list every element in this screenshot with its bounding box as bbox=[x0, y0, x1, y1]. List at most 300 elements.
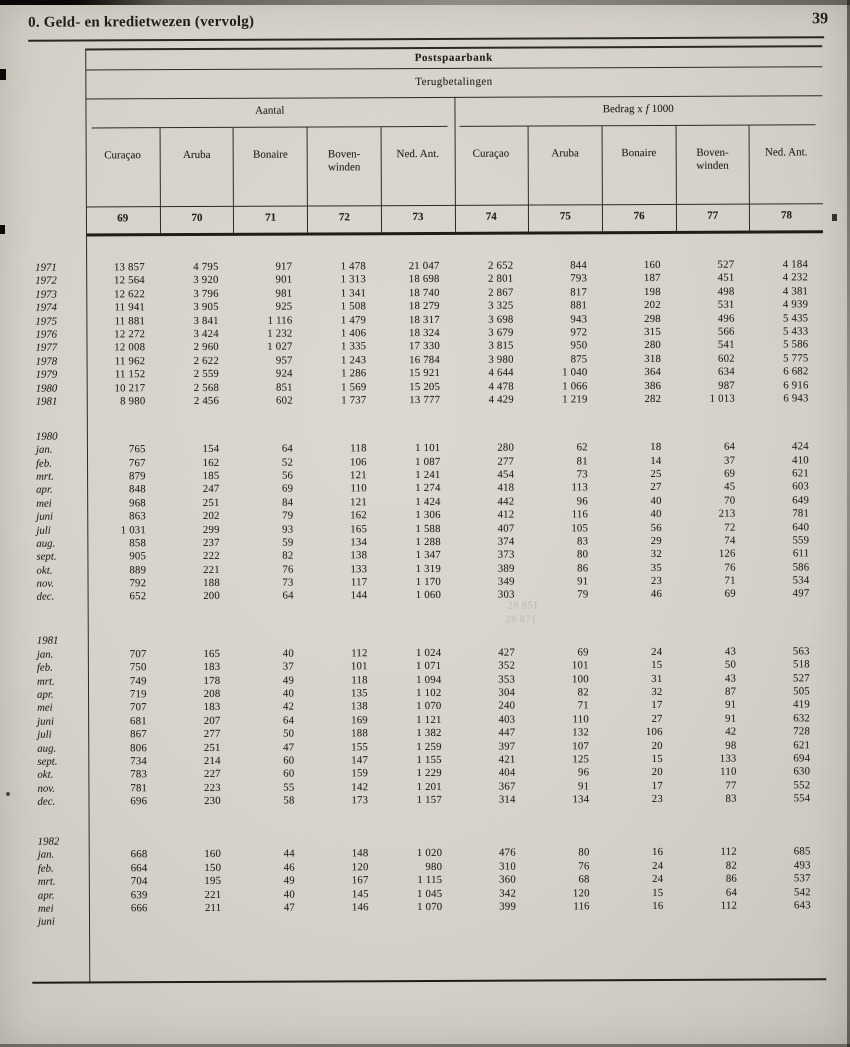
value-cell: 1 060 bbox=[415, 589, 442, 602]
value-cell: 844 bbox=[570, 259, 587, 272]
value-cell: 2 801 bbox=[488, 273, 514, 286]
value-cell: 1 232 bbox=[267, 327, 293, 340]
value-cell: 169 bbox=[351, 713, 368, 727]
value-cell: 563 bbox=[792, 645, 810, 658]
value-cell: 875 bbox=[570, 353, 588, 366]
value-cell: 924 bbox=[275, 367, 293, 380]
value-cell: 4 939 bbox=[782, 298, 809, 311]
value-cell: 18 bbox=[650, 441, 662, 454]
value-cell: 304 bbox=[498, 686, 516, 699]
value-cell: 16 784 bbox=[409, 353, 441, 366]
value-cell: 24 bbox=[651, 645, 663, 658]
value-cell: 23 bbox=[651, 793, 664, 806]
value-cell: 867 bbox=[130, 728, 147, 741]
table-row bbox=[32, 913, 826, 930]
value-cell: 694 bbox=[793, 752, 811, 765]
row-label: 1981 bbox=[35, 395, 58, 408]
value-cell: 447 bbox=[498, 726, 516, 739]
value-cell: 3 980 bbox=[488, 353, 514, 366]
value-cell: 1 066 bbox=[562, 379, 588, 392]
value-cell: 2 559 bbox=[193, 368, 220, 381]
value-cell: 160 bbox=[643, 258, 661, 272]
value-cell: 13 857 bbox=[113, 261, 145, 274]
value-cell: 792 bbox=[129, 577, 147, 590]
group-header-bedrag-post: 1000 bbox=[651, 102, 674, 116]
column-number: 73 bbox=[381, 205, 455, 232]
value-cell: 185 bbox=[202, 469, 220, 482]
value-cell: 58 bbox=[283, 794, 295, 807]
value-cell: 537 bbox=[793, 872, 811, 885]
value-cell: 247 bbox=[202, 483, 220, 496]
year-label: 1982 bbox=[37, 835, 60, 848]
value-cell: 364 bbox=[644, 366, 662, 379]
value-cell: 154 bbox=[202, 443, 220, 456]
value-cell: 112 bbox=[720, 845, 737, 859]
value-cell: 1 478 bbox=[340, 260, 366, 273]
value-cell: 1 588 bbox=[415, 522, 441, 535]
value-cell: 73 bbox=[576, 468, 588, 481]
value-cell: 138 bbox=[350, 549, 368, 562]
value-cell: 59 bbox=[282, 536, 294, 549]
value-cell: 1 155 bbox=[416, 753, 442, 766]
value-cell: 178 bbox=[203, 674, 221, 687]
table-row bbox=[30, 392, 824, 409]
value-cell: 150 bbox=[204, 861, 222, 874]
value-cell: 1 424 bbox=[415, 495, 441, 508]
value-cell: 298 bbox=[644, 312, 661, 325]
value-cell: 386 bbox=[644, 379, 662, 392]
value-cell: 112 bbox=[351, 647, 368, 660]
value-cell: 76 bbox=[724, 561, 736, 574]
value-cell: 1 569 bbox=[341, 380, 367, 393]
table-section bbox=[30, 427, 825, 605]
column-number: 70 bbox=[160, 206, 234, 233]
value-cell: 91 bbox=[578, 779, 590, 793]
value-cell bbox=[605, 913, 679, 927]
scan-edge-top bbox=[0, 0, 850, 5]
value-cell: 1 306 bbox=[415, 509, 441, 522]
column-header: Aruba bbox=[159, 128, 233, 206]
value-cell: 303 bbox=[497, 589, 515, 602]
value-cell: 1 335 bbox=[340, 340, 367, 353]
value-cell: 208 bbox=[203, 687, 221, 700]
value-cell: 360 bbox=[499, 873, 516, 886]
row-label: jan. bbox=[37, 848, 55, 862]
value-cell: 518 bbox=[792, 658, 810, 671]
value-cell: 367 bbox=[498, 780, 516, 793]
value-cell: 87 bbox=[724, 685, 737, 698]
value-cell: 496 bbox=[717, 312, 735, 325]
value-cell: 634 bbox=[717, 365, 735, 378]
value-cell: 1 319 bbox=[415, 562, 441, 575]
value-cell: 957 bbox=[275, 354, 293, 367]
value-cell: 21 047 bbox=[408, 259, 440, 273]
value-cell: 1 040 bbox=[562, 366, 588, 379]
value-cell: 11 941 bbox=[114, 301, 146, 314]
value-cell: 162 bbox=[202, 456, 220, 469]
column-number: 76 bbox=[602, 204, 676, 231]
row-label: 1975 bbox=[35, 315, 58, 328]
value-cell: 40 bbox=[283, 888, 295, 901]
value-cell: 527 bbox=[717, 258, 735, 271]
value-cell: 1 243 bbox=[340, 353, 367, 367]
value-cell: 750 bbox=[129, 661, 147, 674]
value-cell: 781 bbox=[792, 507, 810, 520]
bleedthrough-text: 28 871 bbox=[505, 614, 537, 626]
table-section bbox=[32, 832, 826, 929]
value-cell: 1 071 bbox=[416, 660, 442, 673]
value-cell: 783 bbox=[130, 768, 148, 781]
value-cell: 91 bbox=[725, 698, 737, 712]
value-cell: 18 740 bbox=[408, 286, 440, 299]
value-cell: 621 bbox=[793, 738, 811, 751]
value-cell bbox=[678, 913, 752, 927]
value-cell bbox=[384, 914, 458, 928]
value-cell: 2 456 bbox=[193, 394, 220, 407]
value-cell: 299 bbox=[202, 523, 220, 536]
value-cell: 719 bbox=[129, 688, 147, 701]
value-cell: 280 bbox=[497, 441, 515, 454]
value-cell: 183 bbox=[203, 661, 221, 674]
value-cell: 101 bbox=[350, 660, 368, 673]
table-subtitle: Terugbetalingen bbox=[415, 75, 493, 89]
value-cell: 46 bbox=[283, 861, 295, 874]
value-cell: 11 881 bbox=[114, 314, 146, 327]
value-cell: 138 bbox=[351, 700, 368, 713]
value-cell: 566 bbox=[717, 325, 735, 338]
value-cell: 64 bbox=[725, 886, 738, 899]
value-cell: 14 bbox=[650, 454, 662, 467]
value-cell: 69 bbox=[724, 588, 736, 601]
column-number: 78 bbox=[749, 203, 823, 230]
value-cell: 685 bbox=[793, 845, 811, 858]
value-cell: 767 bbox=[128, 456, 146, 469]
page-title: 0. Geld- en kredietwezen (vervolg) bbox=[28, 13, 255, 31]
value-cell: 427 bbox=[498, 646, 515, 659]
value-cell: 4 429 bbox=[488, 393, 514, 406]
value-cell: 72 bbox=[724, 521, 736, 534]
value-cell: 1 101 bbox=[415, 442, 441, 455]
value-cell: 142 bbox=[351, 780, 369, 794]
value-cell: 314 bbox=[498, 793, 516, 806]
value-cell: 1 406 bbox=[340, 327, 367, 340]
value-cell: 160 bbox=[204, 848, 222, 861]
value-cell: 1 170 bbox=[415, 576, 442, 589]
scan-mark bbox=[0, 69, 6, 80]
row-label: jan. bbox=[36, 648, 54, 661]
row-label: apr. bbox=[37, 889, 55, 902]
value-cell: 40 bbox=[282, 687, 295, 700]
value-cell: 29 bbox=[650, 534, 662, 547]
value-cell: 389 bbox=[497, 562, 515, 575]
value-cell: 421 bbox=[498, 753, 516, 766]
value-cell: 106 bbox=[645, 726, 663, 739]
column-header: Boven- winden bbox=[307, 127, 381, 205]
value-cell: 1 508 bbox=[340, 300, 367, 313]
table-row bbox=[31, 588, 825, 605]
table-body bbox=[29, 232, 826, 929]
row-label: mei bbox=[37, 902, 54, 915]
value-cell: 419 bbox=[793, 698, 810, 711]
value-cell: 3 698 bbox=[488, 313, 514, 326]
row-label: 1972 bbox=[35, 274, 57, 288]
value-cell: 943 bbox=[570, 312, 588, 325]
florin-symbol: f bbox=[645, 103, 649, 116]
value-cell: 280 bbox=[644, 339, 662, 352]
value-cell: 82 bbox=[282, 549, 294, 562]
value-cell: 144 bbox=[350, 589, 368, 602]
value-cell: 352 bbox=[498, 659, 516, 672]
value-cell: 15 bbox=[651, 752, 663, 765]
value-cell: 44 bbox=[283, 847, 295, 860]
value-cell: 397 bbox=[498, 740, 516, 753]
value-cell: 1 157 bbox=[416, 793, 442, 807]
value-cell: 602 bbox=[275, 394, 293, 407]
value-cell: 399 bbox=[499, 900, 517, 913]
value-cell: 120 bbox=[351, 860, 369, 874]
year-label: 1981 bbox=[36, 634, 59, 648]
value-cell: 18 279 bbox=[408, 300, 440, 313]
value-cell: 135 bbox=[350, 687, 368, 700]
value-cell: 116 bbox=[571, 508, 589, 521]
row-label: mei bbox=[37, 701, 53, 715]
value-cell: 17 bbox=[651, 699, 663, 712]
value-cell: 96 bbox=[577, 766, 590, 779]
value-cell: 707 bbox=[129, 701, 147, 714]
value-cell: 40 bbox=[650, 494, 662, 507]
value-cell: 1 121 bbox=[416, 713, 442, 726]
table-section bbox=[31, 632, 826, 810]
value-cell: 221 bbox=[204, 888, 222, 901]
value-cell: 8 980 bbox=[120, 395, 146, 408]
value-cell: 106 bbox=[349, 455, 367, 468]
value-cell: 972 bbox=[570, 326, 588, 339]
value-cell: 2 622 bbox=[193, 354, 219, 367]
value-cell: 117 bbox=[350, 576, 368, 589]
value-cell: 167 bbox=[351, 874, 369, 887]
value-cell: 4 644 bbox=[488, 366, 514, 379]
value-cell: 45 bbox=[724, 481, 736, 494]
value-cell: 17 330 bbox=[409, 340, 440, 353]
value-cell: 602 bbox=[717, 352, 735, 365]
value-cell: 133 bbox=[350, 562, 368, 576]
column-number: 77 bbox=[675, 204, 749, 231]
row-label: mrt. bbox=[37, 875, 56, 888]
row-label: 1973 bbox=[35, 288, 57, 301]
column-header: Curaçao bbox=[472, 147, 510, 160]
value-cell: 82 bbox=[725, 859, 737, 872]
value-cell: 120 bbox=[572, 886, 590, 899]
value-cell: 1 070 bbox=[416, 700, 442, 713]
value-cell: 765 bbox=[128, 443, 146, 456]
value-cell: 879 bbox=[128, 470, 146, 483]
value-cell: 649 bbox=[792, 494, 810, 507]
value-cell: 349 bbox=[497, 575, 515, 588]
column-header: Curaçao bbox=[104, 149, 141, 162]
value-cell: 3 905 bbox=[193, 301, 219, 314]
value-cell: 728 bbox=[793, 725, 811, 738]
value-cell: 159 bbox=[351, 767, 369, 780]
row-label: 1977 bbox=[35, 341, 58, 355]
value-cell: 221 bbox=[203, 563, 220, 576]
value-cell: 56 bbox=[650, 521, 662, 534]
value-cell: 1 259 bbox=[416, 740, 442, 753]
value-cell: 20 bbox=[651, 739, 663, 752]
value-cell: 374 bbox=[497, 535, 515, 548]
row-label: mrt. bbox=[36, 470, 54, 483]
row-label: 1976 bbox=[35, 328, 58, 341]
value-cell: 17 bbox=[651, 779, 663, 792]
row-label: dec. bbox=[36, 591, 55, 604]
value-cell: 60 bbox=[283, 767, 295, 780]
value-cell: 404 bbox=[498, 766, 516, 779]
value-cell: 11 962 bbox=[114, 354, 146, 368]
value-cell: 31 bbox=[651, 672, 663, 685]
value-cell: 817 bbox=[570, 286, 588, 299]
value-cell: 76 bbox=[282, 563, 294, 576]
value-cell: 668 bbox=[130, 848, 148, 861]
value-cell: 69 bbox=[724, 467, 736, 480]
page-number: 39 bbox=[812, 10, 829, 28]
value-cell: 1 116 bbox=[267, 314, 293, 327]
value-cell: 11 152 bbox=[114, 368, 146, 381]
value-cell: 100 bbox=[571, 672, 589, 685]
value-cell: 666 bbox=[130, 902, 148, 915]
value-cell: 12 272 bbox=[114, 328, 146, 341]
value-cell: 202 bbox=[644, 299, 661, 312]
value-cell: 552 bbox=[793, 778, 811, 792]
value-cell: 12 008 bbox=[114, 341, 146, 354]
value-cell: 47 bbox=[283, 901, 296, 914]
value-cell: 49 bbox=[282, 674, 295, 687]
value-cell: 981 bbox=[275, 287, 293, 300]
value-cell: 52 bbox=[281, 456, 294, 469]
value-cell: 621 bbox=[792, 467, 809, 480]
value-cell bbox=[752, 913, 826, 927]
value-cell: 91 bbox=[725, 712, 737, 725]
column-number: 71 bbox=[233, 206, 307, 233]
table-rule-top bbox=[85, 45, 822, 50]
value-cell: 498 bbox=[717, 285, 735, 298]
value-cell: 15 205 bbox=[409, 380, 441, 393]
value-cell: 27 bbox=[650, 481, 662, 494]
value-cell: 1 013 bbox=[709, 392, 735, 405]
value-cell: 282 bbox=[644, 392, 662, 405]
table-rule bbox=[85, 66, 822, 70]
value-cell: 318 bbox=[644, 352, 662, 365]
value-cell: 223 bbox=[203, 781, 221, 794]
value-cell: 237 bbox=[202, 536, 220, 549]
value-cell: 23 bbox=[650, 575, 663, 588]
value-cell: 68 bbox=[578, 873, 590, 886]
value-cell: 2 652 bbox=[487, 259, 514, 272]
value-cell: 12 564 bbox=[113, 274, 145, 287]
value-cell: 15 bbox=[652, 886, 664, 899]
value-cell: 640 bbox=[792, 520, 810, 533]
value-cell: 410 bbox=[792, 453, 809, 466]
value-cell: 315 bbox=[644, 325, 661, 338]
value-cell: 91 bbox=[577, 575, 589, 588]
row-label: sept. bbox=[36, 550, 57, 564]
value-cell: 917 bbox=[275, 260, 293, 273]
row-label: feb. bbox=[35, 457, 52, 470]
row-label: 1978 bbox=[35, 355, 58, 368]
row-label: aug. bbox=[36, 537, 56, 550]
value-cell: 1 102 bbox=[416, 686, 442, 699]
value-cell: 749 bbox=[129, 674, 147, 687]
value-cell: 50 bbox=[724, 658, 737, 671]
value-cell: 16 bbox=[652, 899, 664, 912]
value-cell: 734 bbox=[130, 755, 148, 768]
value-cell: 80 bbox=[577, 548, 589, 561]
value-cell: 134 bbox=[572, 793, 590, 806]
value-cell: 1 201 bbox=[416, 780, 442, 793]
value-cell: 165 bbox=[350, 522, 368, 535]
value-cell: 505 bbox=[793, 685, 810, 698]
column-header: Bonaire bbox=[601, 126, 675, 204]
value-cell: 251 bbox=[202, 496, 220, 509]
value-cell: 107 bbox=[572, 739, 590, 752]
value-cell: 42 bbox=[725, 725, 737, 738]
value-cell: 188 bbox=[203, 576, 220, 590]
value-cell: 43 bbox=[724, 645, 737, 658]
row-label: apr. bbox=[36, 483, 53, 497]
value-cell: 418 bbox=[497, 481, 515, 495]
value-cell: 162 bbox=[350, 509, 368, 522]
value-cell: 1 737 bbox=[341, 394, 367, 407]
value-cell: 116 bbox=[573, 900, 590, 913]
scan-mark bbox=[6, 792, 10, 796]
value-cell: 110 bbox=[572, 713, 589, 726]
row-label: nov. bbox=[36, 577, 55, 590]
value-cell: 696 bbox=[130, 795, 148, 808]
row-label: feb. bbox=[37, 862, 54, 875]
value-cell bbox=[163, 915, 237, 929]
value-cell: 32 bbox=[651, 685, 663, 698]
value-cell: 848 bbox=[128, 483, 146, 496]
value-cell: 1 241 bbox=[415, 468, 441, 482]
value-cell: 86 bbox=[725, 872, 738, 885]
value-cell: 1 115 bbox=[417, 874, 443, 887]
value-cell: 198 bbox=[643, 285, 661, 298]
table-rule-bottom bbox=[32, 978, 826, 983]
value-cell: 1 274 bbox=[415, 482, 441, 495]
value-cell: 664 bbox=[130, 861, 148, 875]
value-cell: 1 347 bbox=[415, 549, 441, 562]
value-cell: 632 bbox=[793, 712, 811, 725]
row-label: okt. bbox=[36, 564, 53, 577]
value-cell: 424 bbox=[792, 440, 809, 453]
row-label: apr. bbox=[37, 688, 54, 701]
value-cell: 5 433 bbox=[783, 325, 809, 338]
value-cell: 76 bbox=[578, 860, 590, 873]
value-cell: 183 bbox=[203, 701, 221, 714]
value-cell: 554 bbox=[793, 792, 811, 805]
value-cell: 55 bbox=[283, 781, 295, 794]
value-cell: 101 bbox=[571, 659, 589, 672]
value-cell: 277 bbox=[497, 455, 515, 468]
value-cell: 3 325 bbox=[488, 299, 514, 312]
value-cell: 77 bbox=[725, 779, 737, 792]
value-cell: 49 bbox=[283, 874, 295, 887]
value-cell: 83 bbox=[576, 535, 589, 548]
value-cell: 542 bbox=[793, 885, 811, 898]
row-label: okt. bbox=[37, 768, 54, 781]
value-cell: 98 bbox=[725, 739, 737, 752]
value-cell: 148 bbox=[351, 847, 369, 860]
value-cell: 155 bbox=[351, 740, 369, 753]
value-cell: 950 bbox=[570, 339, 588, 352]
